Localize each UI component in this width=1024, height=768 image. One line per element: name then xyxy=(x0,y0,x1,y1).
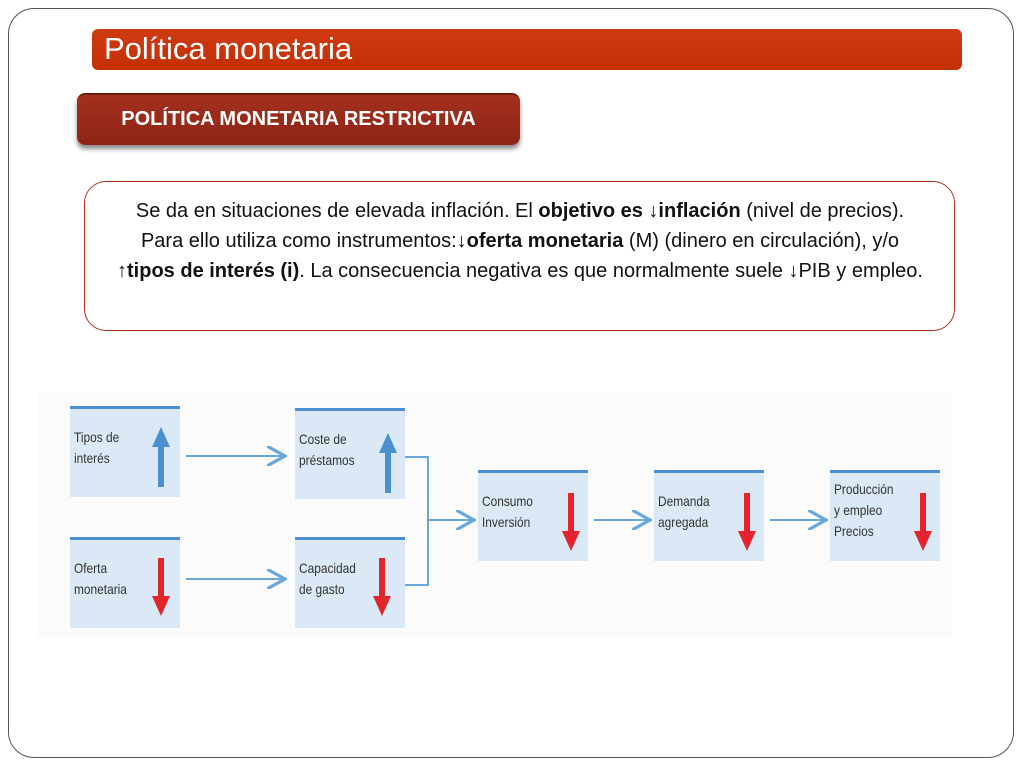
arrow-down-icon xyxy=(738,493,756,551)
node-tipos-interes xyxy=(70,406,180,497)
node-oferta-monetaria xyxy=(70,537,180,628)
arrow-down-icon xyxy=(914,493,932,551)
node-label: Demanda agregada xyxy=(658,493,710,530)
definition-part: (nivel de precios). Para ello utiliza como instrumentos: xyxy=(140,200,905,252)
definition-part: Se da en situaciones de elevada inflación. El xyxy=(135,200,539,222)
node-coste-prestamos xyxy=(295,408,405,499)
definition-money-supply: ↓oferta monetaria xyxy=(456,230,624,252)
arrow-up-icon xyxy=(379,433,397,493)
node-label: Consumo Inversión xyxy=(482,493,533,530)
arrow-down-icon xyxy=(373,558,391,616)
definition-text xyxy=(115,196,925,286)
definition-part: . La consecuencia negativa es que normalmente suele ↓PIB y empleo. xyxy=(299,260,923,282)
arrow-down-icon xyxy=(152,558,170,616)
definition-part: (M) (dinero en circulación), y/o xyxy=(623,230,900,252)
node-label: Capacidad de gasto xyxy=(299,560,356,597)
node-produccion-empleo-precios xyxy=(830,470,940,561)
definition-box xyxy=(84,181,955,331)
arrow-up-icon xyxy=(152,427,170,487)
subtitle-box xyxy=(77,93,520,145)
page-title: Política monetaria xyxy=(104,31,353,66)
arrow-down-icon xyxy=(562,493,580,551)
node-label: Oferta monetaria xyxy=(74,560,127,597)
transmission-diagram xyxy=(38,393,952,637)
node-demanda-agregada xyxy=(654,470,764,561)
subtitle: POLÍTICA MONETARIA RESTRICTIVA xyxy=(121,108,476,130)
definition-interest-rates: ↑tipos de interés (i) xyxy=(117,260,300,282)
node-capacidad-gasto xyxy=(295,537,405,628)
node-label: Producción y empleo Precios xyxy=(834,481,894,539)
node-label: Tipos de interés xyxy=(74,429,120,466)
node-consumo-inversion xyxy=(478,470,588,561)
merge-connector xyxy=(405,457,428,585)
definition-objective: objetivo es ↓inflación xyxy=(538,200,741,222)
title-bar xyxy=(92,29,962,70)
node-label: Coste de préstamos xyxy=(299,431,355,468)
